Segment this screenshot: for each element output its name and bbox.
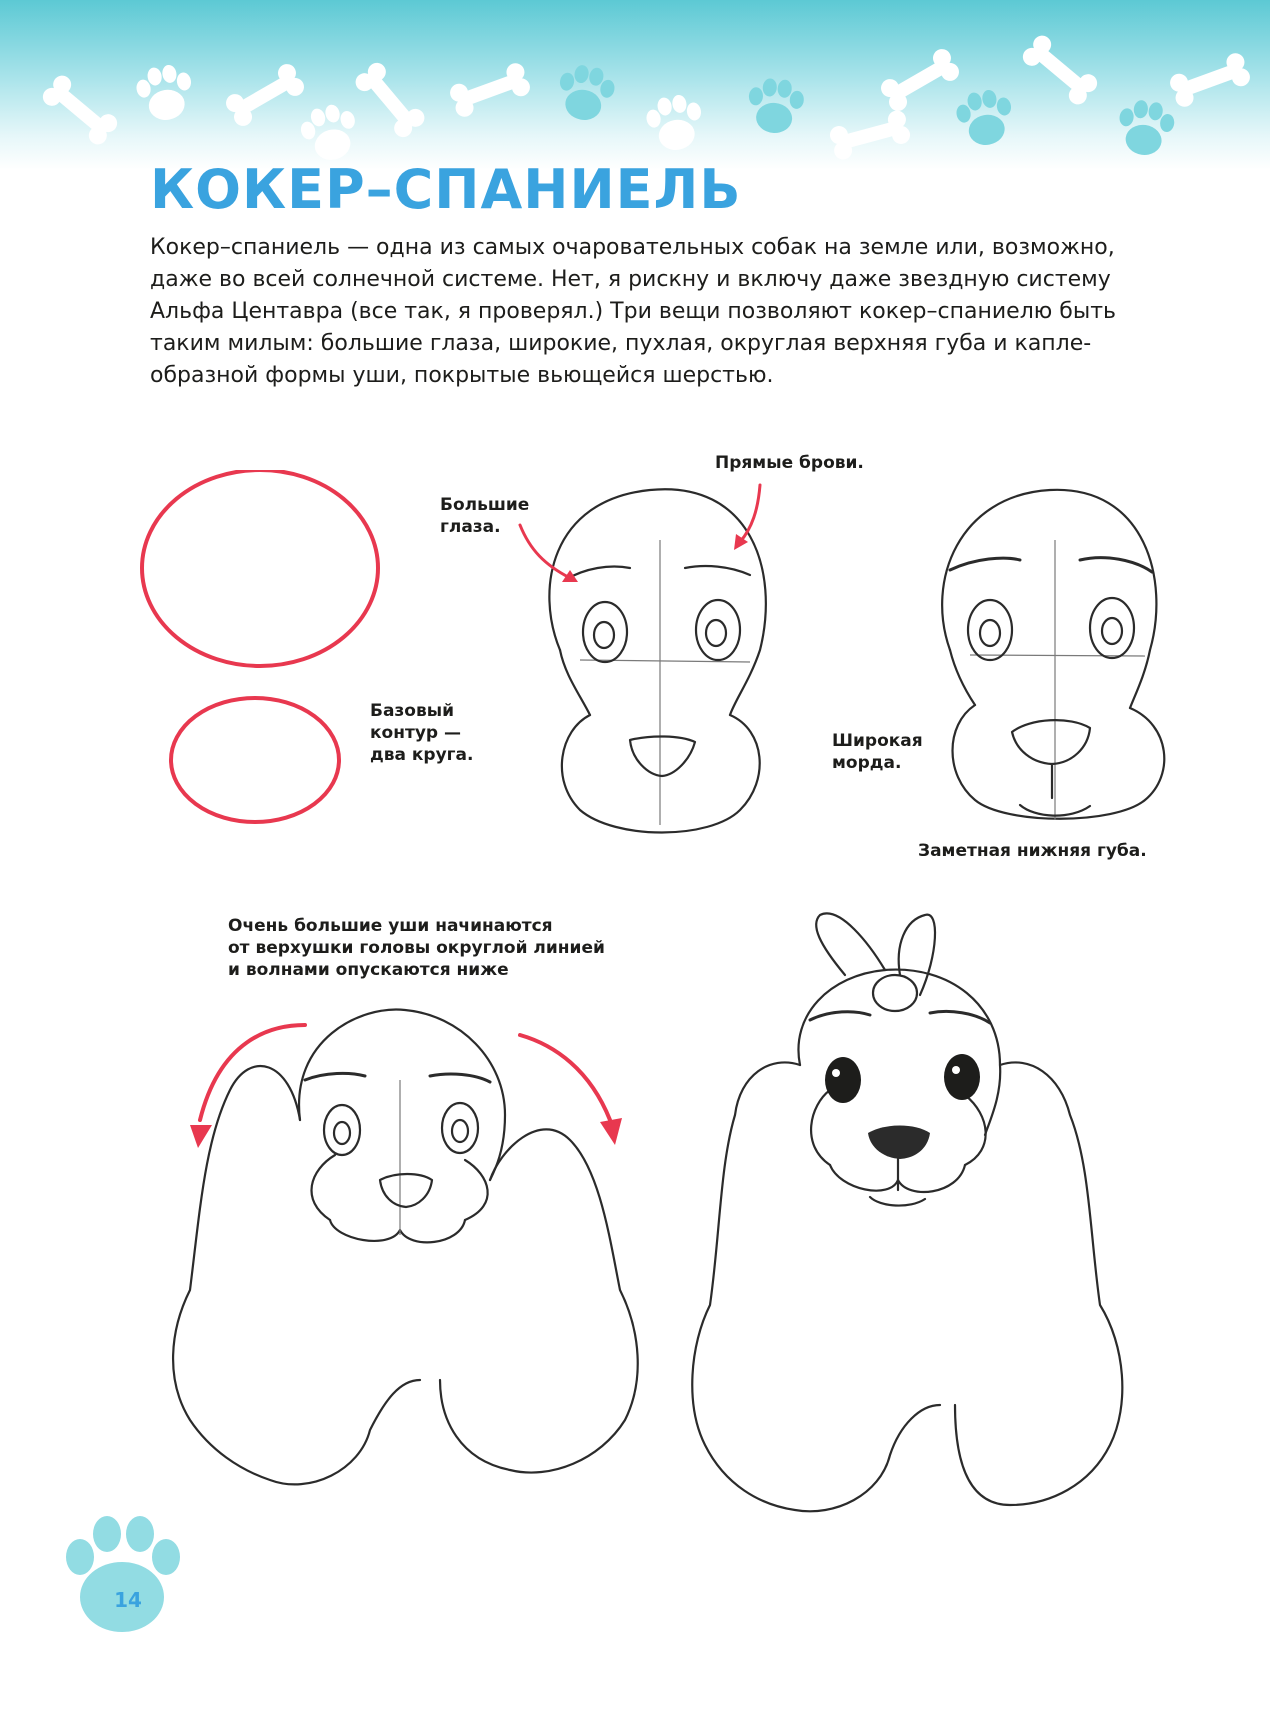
bone-icon	[878, 46, 963, 114]
paw-icon	[953, 87, 1017, 150]
intro-line: таким милым: большие глаза, широкие, пухлая, округлая верхняя губа и капле-	[150, 331, 1092, 356]
bone-icon	[1019, 32, 1101, 108]
bone-icon	[39, 72, 121, 148]
step2-eyes-caption: Большие глаза.	[440, 495, 530, 537]
step3-drawing	[920, 480, 1200, 840]
step3-muzzle-caption: Широкая морда.	[832, 731, 923, 773]
intro-line: Альфа Центавра (все так, я проверял.) Три вещи позволяют кокер–спаниелю быть	[150, 299, 1116, 324]
step5-drawing	[680, 905, 1200, 1555]
step2-arrows	[500, 470, 780, 600]
bone-icon	[352, 59, 428, 141]
paw-icon	[296, 100, 363, 166]
bone-icon	[1168, 51, 1253, 110]
page-title: КОКЕР–СПАНИЕЛЬ	[150, 158, 742, 221]
paw-icon	[133, 62, 197, 125]
bone-icon	[448, 61, 533, 120]
bone-icon	[828, 108, 912, 161]
step2-brows-caption: Прямые брови.	[715, 453, 864, 473]
header-decoration	[0, 0, 1270, 170]
intro-text	[150, 232, 1170, 392]
intro-line: Кокер–спаниель — одна из самых очаровательных собак на земле или, возможно,	[150, 235, 1115, 260]
intro-line: даже во всей солнечной системе. Нет, я рискну и включу даже звездную систему	[150, 267, 1111, 292]
step4-caption: Очень большие уши начинаются от верхушки головы округлой линией и волнами опускаются ниже	[228, 916, 605, 980]
paw-icon	[62, 1512, 182, 1642]
paw-icon	[554, 62, 618, 125]
step1-caption: Базовый контур — два круга.	[370, 701, 474, 765]
bone-icon	[223, 61, 308, 129]
paw-icon	[746, 77, 805, 136]
intro-line: образной формы уши, покрытые вьющейся шерстью.	[150, 363, 774, 388]
step1-drawing	[130, 470, 410, 840]
page-number: 14	[114, 1588, 142, 1612]
paw-icon	[643, 92, 707, 155]
step4-drawing	[160, 1000, 660, 1560]
paw-icon	[1115, 98, 1177, 159]
step3-lip-caption: Заметная нижняя губа.	[918, 841, 1147, 861]
